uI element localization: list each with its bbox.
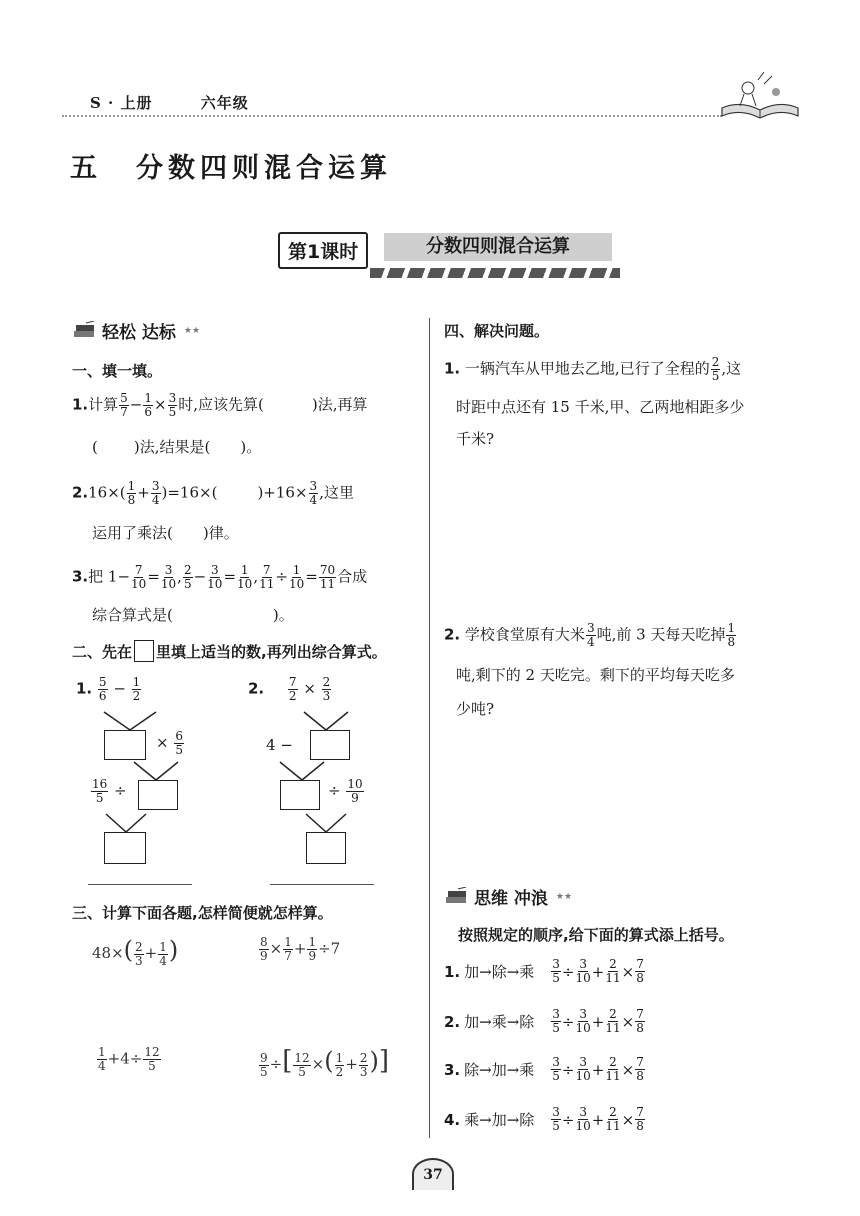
q-text: )=16×(: [161, 483, 218, 502]
answer-box-sample: [134, 640, 154, 662]
tree1-branch3: [100, 812, 160, 834]
order-text: 加→乘→除: [464, 1013, 535, 1031]
q-number: 1.: [72, 395, 89, 414]
book-icon: [718, 70, 802, 122]
tree2-branch2: [274, 760, 334, 782]
part1-title: 一、填一填。: [72, 362, 163, 380]
q-text: )法,再算: [311, 395, 368, 414]
order-text: 除→加→乘: [464, 1061, 535, 1079]
q-number: 4.: [444, 1110, 461, 1129]
q-text: 一辆汽车从甲地去乙地,已行了全程的: [464, 359, 710, 378]
fill-q2-line1: 2.16×( $\frac{1}{8}$ + $\frac{3}{4}$ )=16×( )+16× $\frac{3}{4}$ ,这里: [72, 479, 354, 507]
q-text: ,这: [721, 359, 742, 378]
lesson-badge: 第1课时: [278, 232, 368, 269]
tree1-box3[interactable]: [104, 832, 146, 864]
edition-label: S · 上册: [90, 94, 153, 112]
q-text: (: [92, 438, 98, 456]
q-text: 吨,前 3 天每天吃掉: [596, 625, 726, 644]
q-number: 2.: [72, 483, 89, 502]
q-text: 时,应该先算(: [178, 395, 264, 414]
q-text: )法,结果是(: [133, 438, 211, 456]
fill-q3-line2: [92, 604, 294, 626]
problem1-line2: 时距中点还有 15 千米,甲、乙两地相距多少: [456, 398, 745, 416]
q-text: )。: [272, 606, 294, 624]
section-challenge-header: [444, 884, 572, 909]
part2-title-b: 里填上适当的数,再列出综合算式。: [156, 642, 387, 661]
tree1-box1[interactable]: [104, 730, 146, 760]
q-text: ,这里: [319, 483, 354, 502]
grade-label: 六年级: [200, 94, 249, 112]
tree2-branch3: [300, 812, 360, 834]
part4-title: 四、解决问题。: [444, 322, 550, 340]
order-text: 乘→加→除: [464, 1111, 535, 1129]
problem1-line1: 1. 一辆汽车从甲地去乙地,已行了全程的 $\frac{2}{5}$ ,这: [444, 355, 742, 383]
header-rule: [62, 115, 722, 117]
q-text: )律。: [202, 524, 239, 542]
answer-line-2[interactable]: [270, 884, 374, 885]
tree1-op1: × $\frac{6}{5}$: [156, 729, 183, 757]
q-number: 1.: [444, 359, 461, 378]
tree1-branch2: [128, 760, 188, 782]
books-icon: [444, 887, 468, 907]
calc-1: 48×( $\frac{2}{3}$ + $\frac{1}{4}$ ): [92, 936, 179, 968]
chapter-title: 分数四则混合运算: [136, 153, 392, 184]
q-number: 1.: [76, 679, 93, 698]
q-text: 学校食堂原有大米: [464, 625, 585, 644]
q-text: 16×(: [88, 483, 126, 502]
tree1-top: 1. $\frac{5}{6}$ − $\frac{1}{2}$: [76, 675, 141, 703]
q-text: 合成: [337, 567, 368, 586]
fill-q1-line1: 1.计算 $\frac{5}{7}$ − $\frac{1}{6}$ × $\frac{3}{5}$ 时,应该先算( )法,再算: [72, 391, 368, 419]
q-number: 2.: [444, 625, 461, 644]
tree2-branch1: [298, 710, 358, 732]
tree1-op2: $\frac{16}{5}$ ÷: [92, 777, 127, 805]
q-text: 运用了乘法(: [92, 524, 173, 542]
books-icon: [72, 321, 96, 341]
calc-2: $\frac{8}{9}$ × $\frac{1}{7}$ + $\frac{1}{9}$ ÷7: [260, 935, 341, 963]
chapter-number: 五: [70, 153, 102, 184]
tree2-four: 4: [266, 736, 276, 754]
problem1-line3: 千米?: [456, 430, 495, 448]
challenge-item-4: 4. 乘→加→除 $\frac{3}{5}$ ÷ $\frac{3}{10}$ + $\frac{2}{11}$ × $\frac{7}{8}$: [444, 1105, 644, 1133]
order-text: 加→除→乘: [464, 963, 535, 981]
fill-q1-line2: [92, 436, 261, 458]
part3-title: 三、计算下面各题,怎样简便就怎样算。: [72, 904, 333, 922]
part2-title-a: 二、先在: [72, 642, 133, 661]
q-text: 计算: [88, 395, 119, 414]
q-text: 综合算式是(: [92, 606, 173, 624]
stars-icon: ★★: [555, 891, 573, 902]
tree1-branch1: [96, 710, 166, 732]
tree2-op1: 4 −: [266, 736, 293, 754]
section-easy-header: [72, 318, 200, 343]
stars-icon: ★★: [183, 325, 201, 336]
q-number: 2.: [248, 679, 265, 698]
tree2-box3[interactable]: [306, 832, 346, 864]
section-easy-title: 轻松 达标: [102, 323, 176, 343]
calc-3: $\frac{1}{4}$ +4÷ $\frac{12}{5}$: [98, 1045, 160, 1073]
part2-title: [72, 640, 387, 662]
q-text: 把 1−: [88, 567, 131, 586]
tree1-box2[interactable]: [138, 780, 178, 810]
running-header: [90, 92, 291, 113]
lesson-stripes: [370, 268, 620, 278]
chapter-heading: [70, 146, 392, 185]
page-number: 37: [412, 1158, 454, 1190]
challenge-item-3: 3. 除→加→乘 $\frac{3}{5}$ ÷ $\frac{3}{10}$ + $\frac{2}{11}$ × $\frac{7}{8}$: [444, 1055, 644, 1083]
problem2-line2: 吨,剩下的 2 天吃完。剩下的平均每天吃多: [456, 666, 735, 684]
q-number: 3.: [72, 567, 89, 586]
challenge-item-1: 1. 加→除→乘 $\frac{3}{5}$ ÷ $\frac{3}{10}$ + $\frac{2}{11}$ × $\frac{7}{8}$: [444, 957, 644, 985]
tree2-box2[interactable]: [280, 780, 320, 810]
lesson-title: 分数四则混合运算: [384, 233, 612, 261]
q-number: 1.: [444, 962, 461, 981]
q-text: )。: [240, 438, 262, 456]
column-divider: [429, 318, 430, 1138]
q-text: )+16×: [257, 483, 308, 502]
tree2-op2: ÷ $\frac{10}{9}$: [328, 777, 363, 805]
answer-line-1[interactable]: [88, 884, 192, 885]
problem2-line3: 少吨?: [456, 700, 495, 718]
fill-q2-line2: [92, 522, 239, 544]
tree2-top: 2. $\frac{7}{2}$ × $\frac{2}{3}$: [248, 675, 331, 703]
calc-4: $\frac{9}{5}$ ÷[ $\frac{12}{5}$ ×( $\frac{1}{2}$ + $\frac{2}{3}$ )]: [260, 1046, 389, 1079]
fill-q3-line1: 3.把 1− $\frac{7}{10}$ = $\frac{3}{10}$ , $\frac{2}{5}$ − $\frac{3}{10}$ = $\frac{1}{10}$ , $\frac{7}{11}$ ÷ $\frac{1}{10}$ = $\frac{70}{11}$ 合成: [72, 563, 368, 591]
section-challenge-title: 思维 冲浪: [474, 889, 548, 909]
problem2-line1: 2. 学校食堂原有大米 $\frac{3}{4}$ 吨,前 3 天每天吃掉 $\frac{1}{8}$: [444, 621, 736, 649]
tree2-box1[interactable]: [310, 730, 350, 760]
q-number: 2.: [444, 1012, 461, 1031]
challenge-instruction: 按照规定的顺序,给下面的算式添上括号。: [458, 926, 734, 944]
q-number: 3.: [444, 1060, 461, 1079]
challenge-item-2: 2. 加→乘→除 $\frac{3}{5}$ ÷ $\frac{3}{10}$ + $\frac{2}{11}$ × $\frac{7}{8}$: [444, 1007, 644, 1035]
